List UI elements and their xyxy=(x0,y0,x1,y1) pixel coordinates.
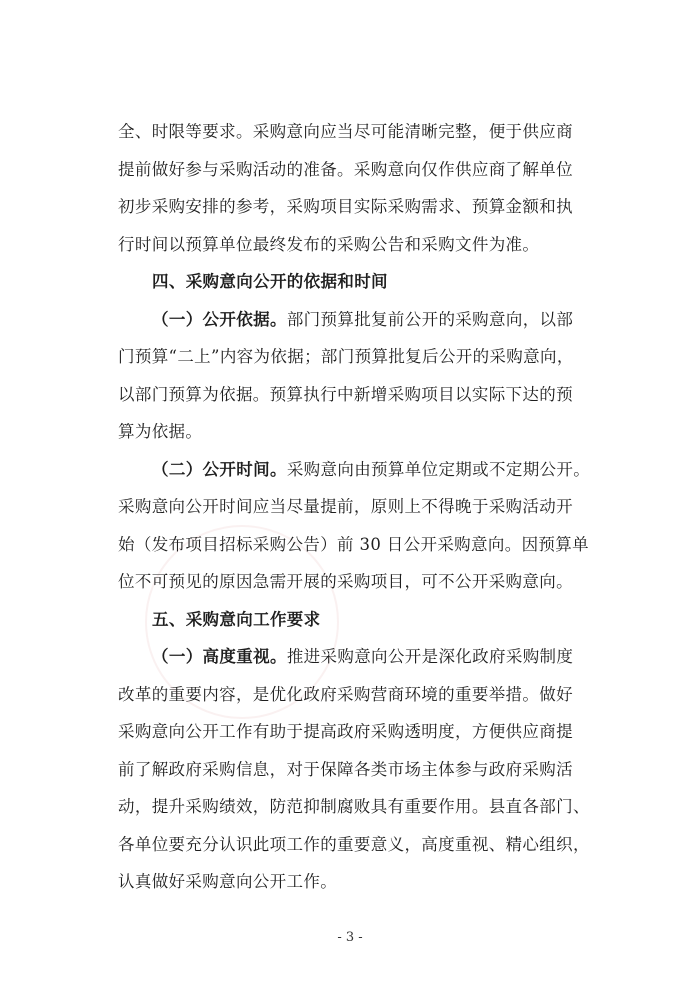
item-lead: （一）高度重视。 xyxy=(152,647,287,666)
paragraph-line: 行时间以预算单位最终发布的采购公告和采购文件为准。 xyxy=(118,235,540,254)
item-text: 采购意向由预算单位定期或不定期公开。 xyxy=(286,460,591,479)
paragraph-line: 采购意向公开时间应当尽量提前，原则上不得晚于采购活动开 xyxy=(118,497,573,516)
paragraph-line: 改革的重要内容，是优化政府采购营商环境的重要举措。做好 xyxy=(118,685,573,704)
paragraph-line: 认真做好采购意向公开工作。 xyxy=(118,872,338,891)
paragraph-line: 全、时限等要求。采购意向应当尽可能清晰完整，便于供应商 xyxy=(118,122,573,141)
paragraph-line: 提前做好参与采购活动的准备。采购意向仅作供应商了解单位 xyxy=(118,160,573,179)
section-heading: 四、采购意向公开的依据和时间 xyxy=(152,272,388,291)
item-lead: （二）公开时间。 xyxy=(152,460,287,479)
paragraph-line: 始（发布项目招标采购公告）前 30 日公开采购意向。因预算单 xyxy=(118,535,589,554)
paragraph-line: 各单位要充分认识此项工作的重要意义，高度重视、精心组织， xyxy=(118,835,590,854)
item-lead: （一）公开依据。 xyxy=(152,310,287,329)
paragraph-line xyxy=(152,460,590,480)
item-text: 推进采购意向公开是深化政府采购制度 xyxy=(286,647,574,666)
page-number: - 3 - xyxy=(337,930,363,945)
paragraph-line: 以部门预算为依据。预算执行中新增采购项目以实际下达的预 xyxy=(118,385,573,404)
section-heading: 五、采购意向工作要求 xyxy=(152,610,321,629)
paragraph-line: 动，提升采购绩效，防范抑制腐败具有重要作用。县直各部门、 xyxy=(118,797,590,816)
paragraph-line xyxy=(152,310,573,330)
paragraph-line: 算为依据。 xyxy=(118,422,203,441)
paragraph-line: 初步采购安排的参考，采购项目实际采购需求、预算金额和执 xyxy=(118,197,573,216)
paragraph-line: 前了解政府采购信息，对于保障各类市场主体参与政府采购活 xyxy=(118,760,573,779)
paragraph-line: 门预算“二上”内容为依据；部门预算批复后公开的采购意向， xyxy=(118,347,574,366)
paragraph-line: 采购意向公开工作有助于提高政府采购透明度，方便供应商提 xyxy=(118,722,573,741)
item-text: 部门预算批复前公开的采购意向，以部 xyxy=(286,310,574,329)
paragraph-line: 位不可预见的原因急需开展的采购项目，可不公开采购意向。 xyxy=(118,572,573,591)
paragraph-line xyxy=(152,647,573,667)
